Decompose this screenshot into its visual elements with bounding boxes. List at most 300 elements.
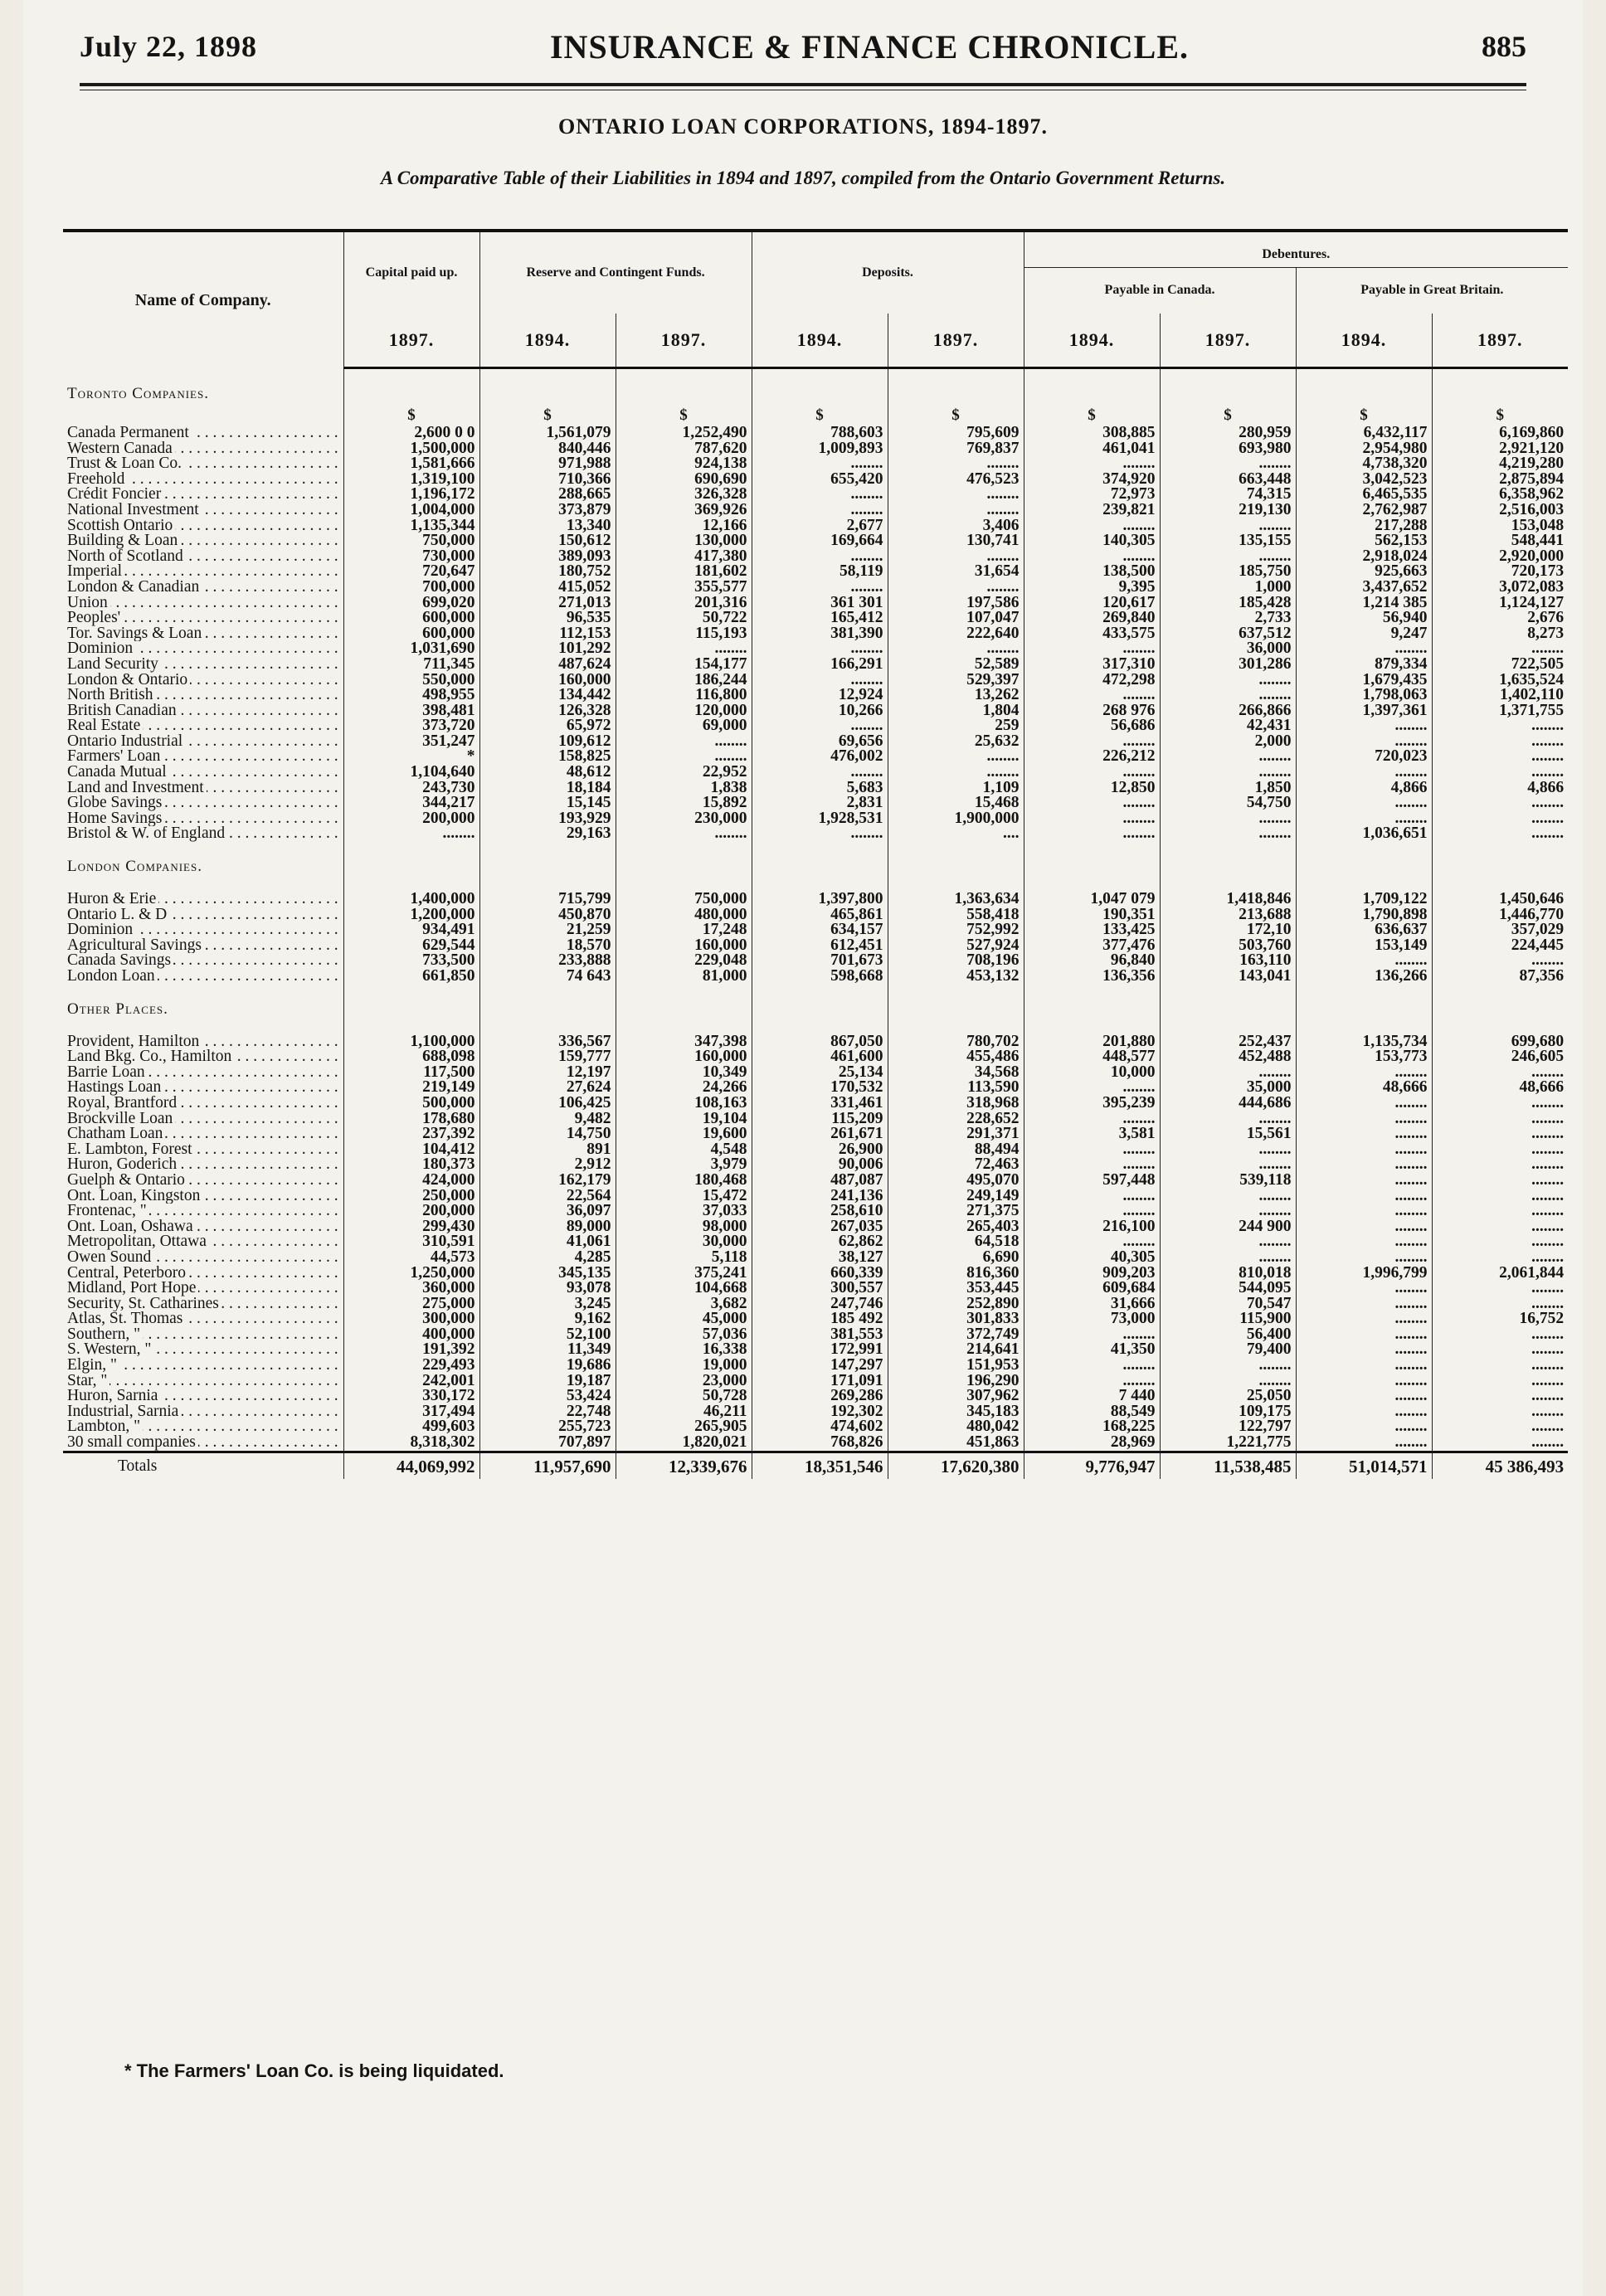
value-cell: ........: [1432, 765, 1568, 781]
empty-cell: [752, 985, 888, 1021]
company-name-text: Trust & Loan Co.: [67, 456, 184, 472]
empty-cell: [1024, 985, 1160, 1021]
company-name: [63, 1112, 343, 1127]
company-name-text: Land Security: [67, 657, 161, 673]
table-row: [63, 1358, 1568, 1374]
value-cell: 46,211: [616, 1404, 752, 1420]
year-header: 1894.: [479, 314, 616, 368]
table-row: [63, 1096, 1568, 1112]
value-cell: 57,036: [616, 1327, 752, 1343]
company-name-text: E. Lambton, Forest: [67, 1142, 195, 1158]
value-cell: 600,000: [343, 626, 479, 642]
value-cell: 1,047 079: [1024, 892, 1160, 907]
value-cell: ........: [1160, 518, 1296, 534]
value-cell: 598,668: [752, 969, 888, 985]
empty-cell: [1296, 842, 1432, 878]
total-value: 11,957,690: [479, 1452, 616, 1479]
value-cell: 45,000: [616, 1311, 752, 1327]
company-name: [63, 564, 343, 580]
value-cell: 23,000: [616, 1374, 752, 1389]
totals-label: Totals: [63, 1452, 343, 1479]
empty-cell: [479, 368, 616, 406]
running-head: [80, 22, 1526, 71]
company-name: [63, 969, 343, 985]
company-name: [63, 795, 343, 811]
value-cell: 72,463: [888, 1157, 1024, 1173]
value-cell: 73,000: [1024, 1311, 1160, 1327]
value-cell: 106,425: [479, 1096, 616, 1112]
value-cell: 96,535: [479, 610, 616, 626]
table-row: [63, 1157, 1568, 1173]
value-cell: ........: [888, 456, 1024, 472]
value-cell: 197,586: [888, 596, 1024, 611]
value-cell: 107,047: [888, 610, 1024, 626]
value-cell: ........: [1160, 1204, 1296, 1219]
value-cell: ........: [1296, 1281, 1432, 1296]
value-cell: 64,518: [888, 1234, 1024, 1250]
company-name: [63, 626, 343, 642]
value-cell: ........: [1160, 749, 1296, 765]
value-cell: ........: [1296, 1173, 1432, 1189]
total-value: 18,351,546: [752, 1452, 888, 1479]
value-cell: 360,000: [343, 1281, 479, 1296]
value-cell: 56,940: [1296, 610, 1432, 626]
value-cell: ........: [1432, 1374, 1568, 1389]
value-cell: 69,656: [752, 734, 888, 750]
value-cell: 375,241: [616, 1266, 752, 1282]
value-cell: 269,840: [1024, 610, 1160, 626]
value-cell: 12,166: [616, 518, 752, 534]
value-cell: 15,468: [888, 795, 1024, 811]
value-cell: 19,600: [616, 1126, 752, 1142]
company-name-text: Tor. Savings & Loan: [67, 626, 204, 642]
dollar-sign: $: [343, 406, 479, 426]
value-cell: 27,624: [479, 1080, 616, 1096]
value-cell: 280,959: [1160, 426, 1296, 441]
company-name-text: Huron & Erie: [67, 892, 158, 907]
value-cell: 377,476: [1024, 938, 1160, 954]
payable-britain-header: Payable in Great Britain.: [1296, 267, 1568, 314]
value-cell: 101,292: [479, 641, 616, 657]
value-cell: 222,640: [888, 626, 1024, 642]
value-cell: ........: [888, 765, 1024, 781]
value-cell: 1,135,734: [1296, 1034, 1432, 1050]
value-cell: 4,866: [1432, 781, 1568, 796]
value-cell: 143,041: [1160, 969, 1296, 985]
value-cell: 2,516,003: [1432, 503, 1568, 518]
company-name-text: Ont. Loan, Kingston: [67, 1189, 202, 1204]
value-cell: 153,048: [1432, 518, 1568, 534]
value-cell: 244 900: [1160, 1219, 1296, 1235]
value-cell: 87,356: [1432, 969, 1568, 985]
value-cell: 795,609: [888, 426, 1024, 441]
year-header: 1897.: [1432, 314, 1568, 368]
value-cell: 1,400,000: [343, 892, 479, 907]
value-cell: 1,561,079: [479, 426, 616, 441]
value-cell: ........: [752, 718, 888, 734]
value-cell: 487,624: [479, 657, 616, 673]
empty-cell: [1432, 878, 1568, 892]
empty-cell: [479, 1021, 616, 1034]
value-cell: 9,482: [479, 1112, 616, 1127]
year-header: 1894.: [1024, 314, 1160, 368]
value-cell: 158,825: [479, 749, 616, 765]
company-name: [63, 688, 343, 703]
value-cell: 88,494: [888, 1142, 1024, 1158]
value-cell: 53,424: [479, 1389, 616, 1404]
value-cell: 373,720: [343, 718, 479, 734]
value-cell: 787,620: [616, 441, 752, 457]
payable-canada-header: Payable in Canada.: [1024, 267, 1296, 314]
value-cell: 700,000: [343, 580, 479, 596]
value-cell: 2,762,987: [1296, 503, 1432, 518]
section-title: London Companies.: [67, 858, 202, 876]
deposits-column-header: Deposits.: [752, 231, 1024, 314]
value-cell: 48,612: [479, 765, 616, 781]
value-cell: 226,212: [1024, 749, 1160, 765]
table-row: [63, 811, 1568, 827]
value-cell: 1,036,651: [1296, 826, 1432, 842]
value-cell: 2,733: [1160, 610, 1296, 626]
value-cell: 13,340: [479, 518, 616, 534]
value-cell: 171,091: [752, 1374, 888, 1389]
value-cell: 98,000: [616, 1219, 752, 1235]
empty-cell: [1296, 1021, 1432, 1034]
company-name-text: Building & Loan: [67, 533, 180, 549]
value-cell: 708,196: [888, 953, 1024, 969]
value-cell: 4,285: [479, 1250, 616, 1266]
empty-cell: [1024, 368, 1160, 406]
value-cell: ........: [1432, 795, 1568, 811]
value-cell: 661,850: [343, 969, 479, 985]
company-name-text: Frontenac, ": [67, 1204, 149, 1219]
value-cell: 10,349: [616, 1065, 752, 1081]
company-name: [63, 1142, 343, 1158]
value-cell: ........: [1296, 1404, 1432, 1420]
empty-cell: [1160, 878, 1296, 892]
empty-cell: [1432, 368, 1568, 406]
value-cell: 720,023: [1296, 749, 1432, 765]
table-row: [63, 641, 1568, 657]
value-cell: ........: [1024, 549, 1160, 565]
empty-cell: [1296, 985, 1432, 1021]
table-row: [63, 892, 1568, 907]
value-cell: 769,837: [888, 441, 1024, 457]
value-cell: 3,581: [1024, 1126, 1160, 1142]
liabilities-table: [63, 229, 1568, 1479]
value-cell: 288,665: [479, 487, 616, 503]
empty-cell: [1296, 878, 1432, 892]
company-name: [63, 441, 343, 457]
value-cell: 266,866: [1160, 703, 1296, 719]
table-row: [63, 1419, 1568, 1435]
value-cell: ....: [888, 826, 1024, 842]
table-row: [63, 503, 1568, 518]
value-cell: ........: [1296, 1112, 1432, 1127]
value-cell: ........: [1024, 1374, 1160, 1389]
value-cell: 5,683: [752, 781, 888, 796]
value-cell: 265,905: [616, 1419, 752, 1435]
value-cell: 252,890: [888, 1296, 1024, 1312]
value-cell: 180,752: [479, 564, 616, 580]
value-cell: 19,686: [479, 1358, 616, 1374]
value-cell: 200,000: [343, 811, 479, 827]
company-name: [63, 1065, 343, 1081]
company-name: [63, 1374, 343, 1389]
value-cell: ........: [1296, 1204, 1432, 1219]
value-cell: ........: [1432, 1296, 1568, 1312]
table-row: [63, 826, 1568, 842]
value-cell: ........: [1024, 1327, 1160, 1343]
value-cell: 924,138: [616, 456, 752, 472]
value-cell: 109,175: [1160, 1404, 1296, 1420]
value-cell: 249,149: [888, 1189, 1024, 1204]
company-name: [63, 1311, 343, 1327]
company-name: [63, 1034, 343, 1050]
value-cell: 663,448: [1160, 472, 1296, 488]
value-cell: ........: [752, 641, 888, 657]
value-cell: ........: [752, 673, 888, 688]
value-cell: ........: [1432, 1358, 1568, 1374]
value-cell: 629,544: [343, 938, 479, 954]
company-name: [63, 1266, 343, 1282]
value-cell: 229,048: [616, 953, 752, 969]
value-cell: 3,979: [616, 1157, 752, 1173]
table-row: [63, 1049, 1568, 1065]
value-cell: 24,266: [616, 1080, 752, 1096]
empty-cell: [1296, 368, 1432, 406]
table-row: [63, 1234, 1568, 1250]
company-name: [63, 922, 343, 938]
value-cell: 90,006: [752, 1157, 888, 1173]
company-name: [63, 1096, 343, 1112]
value-cell: ........: [1296, 1419, 1432, 1435]
value-cell: 499,603: [343, 1419, 479, 1435]
value-cell: 31,666: [1024, 1296, 1160, 1312]
company-name-text: National Investment: [67, 503, 202, 518]
value-cell: *: [343, 749, 479, 765]
value-cell: 169,664: [752, 533, 888, 549]
value-cell: 136,356: [1024, 969, 1160, 985]
empty-cell: [343, 1021, 479, 1034]
company-name-text: Real Estate: [67, 718, 143, 734]
value-cell: 56,686: [1024, 718, 1160, 734]
value-cell: 44,573: [343, 1250, 479, 1266]
value-cell: 116,800: [616, 688, 752, 703]
company-name: [63, 610, 343, 626]
company-name-text: British Canadian: [67, 703, 179, 719]
value-cell: 88,549: [1024, 1404, 1160, 1420]
empty-cell: [479, 878, 616, 892]
value-cell: 2,676: [1432, 610, 1568, 626]
value-cell: 120,617: [1024, 596, 1160, 611]
company-name: [63, 487, 343, 503]
value-cell: 52,100: [479, 1327, 616, 1343]
value-cell: ........: [1432, 1250, 1568, 1266]
spacer-row: [63, 878, 1568, 892]
value-cell: ........: [1160, 456, 1296, 472]
value-cell: ........: [1432, 826, 1568, 842]
value-cell: ........: [1024, 795, 1160, 811]
header-rule: [80, 83, 1526, 86]
table-row: [63, 472, 1568, 488]
company-name-text: Lambton, ": [67, 1419, 143, 1435]
value-cell: 291,371: [888, 1126, 1024, 1142]
value-cell: 13,262: [888, 688, 1024, 703]
value-cell: 891: [479, 1142, 616, 1158]
value-cell: 495,070: [888, 1173, 1024, 1189]
value-cell: 1,124,127: [1432, 596, 1568, 611]
value-cell: ........: [1160, 811, 1296, 827]
company-name: [63, 1126, 343, 1142]
company-name-text: London & Canadian: [67, 580, 202, 596]
company-name: [63, 781, 343, 796]
value-cell: ........: [1296, 718, 1432, 734]
company-name-text: Industrial, Sarnia: [67, 1404, 181, 1420]
company-name: [63, 1342, 343, 1358]
value-cell: 636,637: [1296, 922, 1432, 938]
value-cell: 480,000: [616, 907, 752, 923]
value-cell: ........: [1160, 765, 1296, 781]
table-row: [63, 795, 1568, 811]
value-cell: 690,690: [616, 472, 752, 488]
table-row: [63, 907, 1568, 923]
value-cell: 317,494: [343, 1404, 479, 1420]
table-row: [63, 688, 1568, 703]
company-name: [63, 1234, 343, 1250]
value-cell: ........: [1432, 953, 1568, 969]
value-cell: 452,488: [1160, 1049, 1296, 1065]
value-cell: 6,358,962: [1432, 487, 1568, 503]
value-cell: 25,632: [888, 734, 1024, 750]
value-cell: 41,061: [479, 1234, 616, 1250]
empty-cell: [1432, 1021, 1568, 1034]
table-row: [63, 564, 1568, 580]
value-cell: 5,118: [616, 1250, 752, 1266]
value-cell: 1,850: [1160, 781, 1296, 796]
value-cell: 40,305: [1024, 1250, 1160, 1266]
value-cell: 474,602: [752, 1419, 888, 1435]
dollar-sign: $: [888, 406, 1024, 426]
value-cell: ........: [1296, 1358, 1432, 1374]
value-cell: ........: [1024, 1189, 1160, 1204]
value-cell: 655,420: [752, 472, 888, 488]
value-cell: 2,875,894: [1432, 472, 1568, 488]
value-cell: ........: [1296, 1157, 1432, 1173]
value-cell: 241,136: [752, 1189, 888, 1204]
value-cell: 162,179: [479, 1173, 616, 1189]
company-name-text: Huron, Sarnia: [67, 1389, 160, 1404]
company-name: [63, 1435, 343, 1452]
value-cell: ........: [1160, 1374, 1296, 1389]
table-subheading: A Comparative Table of their Liabilities in 1894 and 1897, compiled from the Ontario Government Returns.: [380, 168, 1226, 188]
year-header: 1897.: [343, 314, 479, 368]
value-cell: 70,547: [1160, 1296, 1296, 1312]
value-cell: 448,577: [1024, 1049, 1160, 1065]
empty-cell: [616, 368, 752, 406]
value-cell: 1,402,110: [1432, 688, 1568, 703]
dollar-sign: $: [1296, 406, 1432, 426]
totals-row: [63, 1452, 1568, 1479]
value-cell: 2,677: [752, 518, 888, 534]
value-cell: 487,087: [752, 1173, 888, 1189]
value-cell: 1,250,000: [343, 1266, 479, 1282]
value-cell: ........: [1432, 1112, 1568, 1127]
value-cell: 65,972: [479, 718, 616, 734]
value-cell: ........: [1296, 795, 1432, 811]
value-cell: 301,286: [1160, 657, 1296, 673]
value-cell: ........: [888, 749, 1024, 765]
value-cell: 247,746: [752, 1296, 888, 1312]
value-cell: 81,000: [616, 969, 752, 985]
empty-cell: [1024, 842, 1160, 878]
empty-cell: [888, 842, 1024, 878]
company-name-text: Atlas, St. Thomas: [67, 1311, 185, 1327]
table-row: [63, 1112, 1568, 1127]
company-name: [63, 1404, 343, 1420]
value-cell: 6,169,860: [1432, 426, 1568, 441]
value-cell: 150,612: [479, 533, 616, 549]
value-cell: 750,000: [616, 892, 752, 907]
debentures-column-header: Debentures.: [1024, 231, 1568, 267]
year-header: 1897.: [616, 314, 752, 368]
table-row: [63, 1435, 1568, 1452]
table-row: [63, 1311, 1568, 1327]
value-cell: ........: [1296, 1389, 1432, 1404]
value-cell: 1,418,846: [1160, 892, 1296, 907]
value-cell: 1,635,524: [1432, 673, 1568, 688]
value-cell: 1,581,666: [343, 456, 479, 472]
company-name: [63, 1296, 343, 1312]
value-cell: ........: [1024, 641, 1160, 657]
value-cell: 1,679,435: [1296, 673, 1432, 688]
value-cell: ........: [1296, 1126, 1432, 1142]
empty-cell: [1432, 842, 1568, 878]
value-cell: 300,557: [752, 1281, 888, 1296]
value-cell: 15,892: [616, 795, 752, 811]
value-cell: 154,177: [616, 657, 752, 673]
value-cell: 3,072,083: [1432, 580, 1568, 596]
value-cell: 138,500: [1024, 564, 1160, 580]
company-name-text: North of Scotland: [67, 549, 186, 565]
value-cell: 1,200,000: [343, 907, 479, 923]
table-row: [63, 1080, 1568, 1096]
value-cell: 246,605: [1432, 1049, 1568, 1065]
value-cell: 130,000: [616, 533, 752, 549]
value-cell: 10,000: [1024, 1065, 1160, 1081]
value-cell: 361 301: [752, 596, 888, 611]
value-cell: 8,318,302: [343, 1435, 479, 1452]
value-cell: ........: [752, 487, 888, 503]
value-cell: ........: [1432, 1404, 1568, 1420]
value-cell: ........: [1296, 1311, 1432, 1327]
company-name-text: Globe Savings: [67, 795, 164, 811]
value-cell: ........: [1432, 1342, 1568, 1358]
value-cell: 699,020: [343, 596, 479, 611]
value-cell: 25,134: [752, 1065, 888, 1081]
company-name-text: Canada Mutual: [67, 765, 169, 781]
value-cell: 453,132: [888, 969, 1024, 985]
company-name-text: Security, St. Catharines: [67, 1296, 221, 1312]
value-cell: 54,750: [1160, 795, 1296, 811]
value-cell: 19,000: [616, 1358, 752, 1374]
value-cell: 381,553: [752, 1327, 888, 1343]
value-cell: 9,395: [1024, 580, 1160, 596]
value-cell: 115,193: [616, 626, 752, 642]
table-row: [63, 533, 1568, 549]
value-cell: ........: [616, 826, 752, 842]
value-cell: ........: [1432, 1142, 1568, 1158]
